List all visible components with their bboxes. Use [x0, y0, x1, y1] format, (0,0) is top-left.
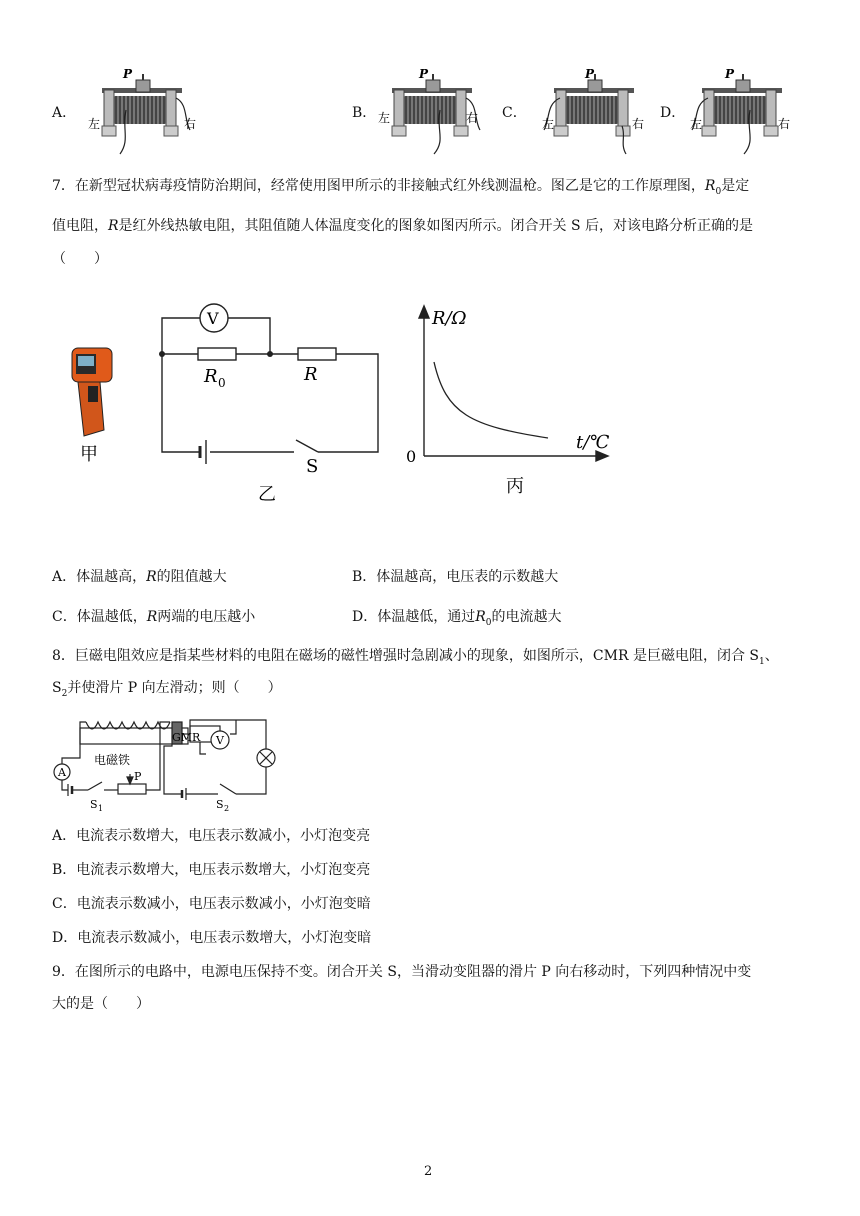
q6-d-p-label: P — [725, 67, 735, 81]
q7-figure — [0, 290, 860, 520]
q9-number: 9． — [52, 964, 75, 980]
q8-stem-line1: 8．巨磁电阻效应是指某些材料的电阻在磁场的磁性增强时急剧减小的现象，如图所示，CMR 是巨磁电阻，闭合 $S_1$、 — [52, 648, 779, 667]
q8-option-d: D．电流表示数减小，电压表示数增大，小灯泡变暗 — [52, 930, 372, 946]
r0-label-sub: 0 — [218, 376, 226, 390]
q6-c-right-label: 右 — [632, 117, 645, 131]
ammeter-label: A — [58, 766, 66, 779]
q7-line2-pre: 值电阻， — [52, 218, 108, 234]
q6-b-right-label: 右 — [466, 111, 479, 125]
q8-stem-line2: $S_2$并使滑片 P 向左滑动；则（ ） — [52, 680, 282, 699]
graph-y-axis-label: R/Ω — [432, 308, 467, 329]
q8-figure — [40, 714, 300, 814]
q6-d-left-label: 左 — [690, 117, 703, 131]
page-number: 2 — [424, 1164, 433, 1179]
q7-number: 7． — [52, 178, 75, 194]
q6-option-c-label: C． — [502, 105, 527, 121]
gmr-label: GMR — [172, 731, 201, 744]
q7-option-b: B．体温越高，电压表的示数越大 — [352, 569, 559, 585]
q6-c-p-label: P — [585, 67, 595, 81]
q7-option-d: D．体温越低，通过$R_0$的电流越大 — [352, 609, 562, 628]
q6-d-right-label: 右 — [778, 117, 791, 131]
r-label: R — [304, 364, 318, 385]
q8-option-a: A．电流表示数增大，电压表示数减小，小灯泡变亮 — [52, 828, 371, 844]
q6-rheostat-images — [0, 0, 860, 160]
q7-circuit-diagram — [162, 304, 378, 464]
junction-dot-mid — [267, 351, 273, 357]
q7-option-c: C．体温越低，R两端的电压越小 — [52, 609, 256, 625]
s2-label-sub: 2 — [224, 804, 230, 813]
q6-b-p-label: P — [419, 67, 429, 81]
q7-stem-line2 — [52, 216, 820, 236]
graph-origin-label: 0 — [406, 447, 417, 466]
thermometer-gun-image — [72, 348, 112, 436]
q7-r0-sub: 0 — [715, 186, 722, 197]
electromagnet-label: 电磁铁 — [94, 753, 131, 767]
q6-option-a-label: A． — [52, 105, 77, 121]
q7-line1-post: 是定 — [721, 178, 750, 194]
fig-yi-label: 乙 — [258, 484, 276, 505]
q8-voltmeter-label: V — [216, 734, 224, 747]
fig-jia-label: 甲 — [80, 444, 98, 465]
q6-option-d-label: D． — [660, 105, 686, 121]
q8-slider-p-label: P — [134, 770, 142, 783]
q7-option-a: A．体温越高，R的阻值越大 — [52, 569, 227, 585]
junction-dot-left — [159, 351, 165, 357]
q8-option-b: B．电流表示数增大，电压表示数增大，小灯泡变亮 — [52, 862, 371, 878]
r0-label: R — [204, 366, 218, 387]
q6-option-b-label: B． — [352, 105, 377, 121]
q6-a-left-label: 左 — [88, 117, 101, 131]
s2-label: S — [216, 798, 224, 811]
q6-a-right-label: 右 — [184, 117, 197, 131]
q7-r-symbol: R — [108, 218, 119, 234]
graph-x-axis-label: t/℃ — [576, 432, 610, 453]
q9-stem-line1: 9．在图所示的电路中，电源电压保持不变。闭合开关 S，当滑动变阻器的滑片 P 向右移动时，下列四种情况中变 — [52, 964, 752, 980]
s1-label-sub: 1 — [98, 804, 104, 813]
s1-label: S — [90, 798, 98, 811]
q8-option-c: C．电流表示数减小，电压表示数减小，小灯泡变暗 — [52, 896, 371, 912]
q6-c-left-label: 左 — [542, 117, 555, 131]
q6-b-left-label: 左 — [378, 111, 391, 125]
voltmeter-label: V — [207, 309, 219, 328]
q7-line2-post: 是红外线热敏电阻，其阻值随人体温度变化的图象如图丙所示。闭合开关 S 后，对该电路分析正确的是 — [118, 218, 754, 234]
q7-stem-line3: （ ） — [52, 251, 108, 267]
q7-r0-symbol: R — [704, 178, 716, 194]
switch-s-label: S — [306, 456, 319, 477]
q7-line1-pre: 在新型冠状病毒疫情防治期间，经常使用图甲所示的非接触式红外线测温枪。图乙是它的工作原理图， — [74, 178, 705, 194]
q7-stem-line1 — [52, 176, 820, 202]
q8-number: 8． — [52, 648, 75, 664]
q9-stem-line2: 大的是（ ） — [52, 996, 150, 1012]
fig-bing-label: 丙 — [506, 476, 524, 497]
q6-a-p-label: P — [123, 67, 133, 81]
